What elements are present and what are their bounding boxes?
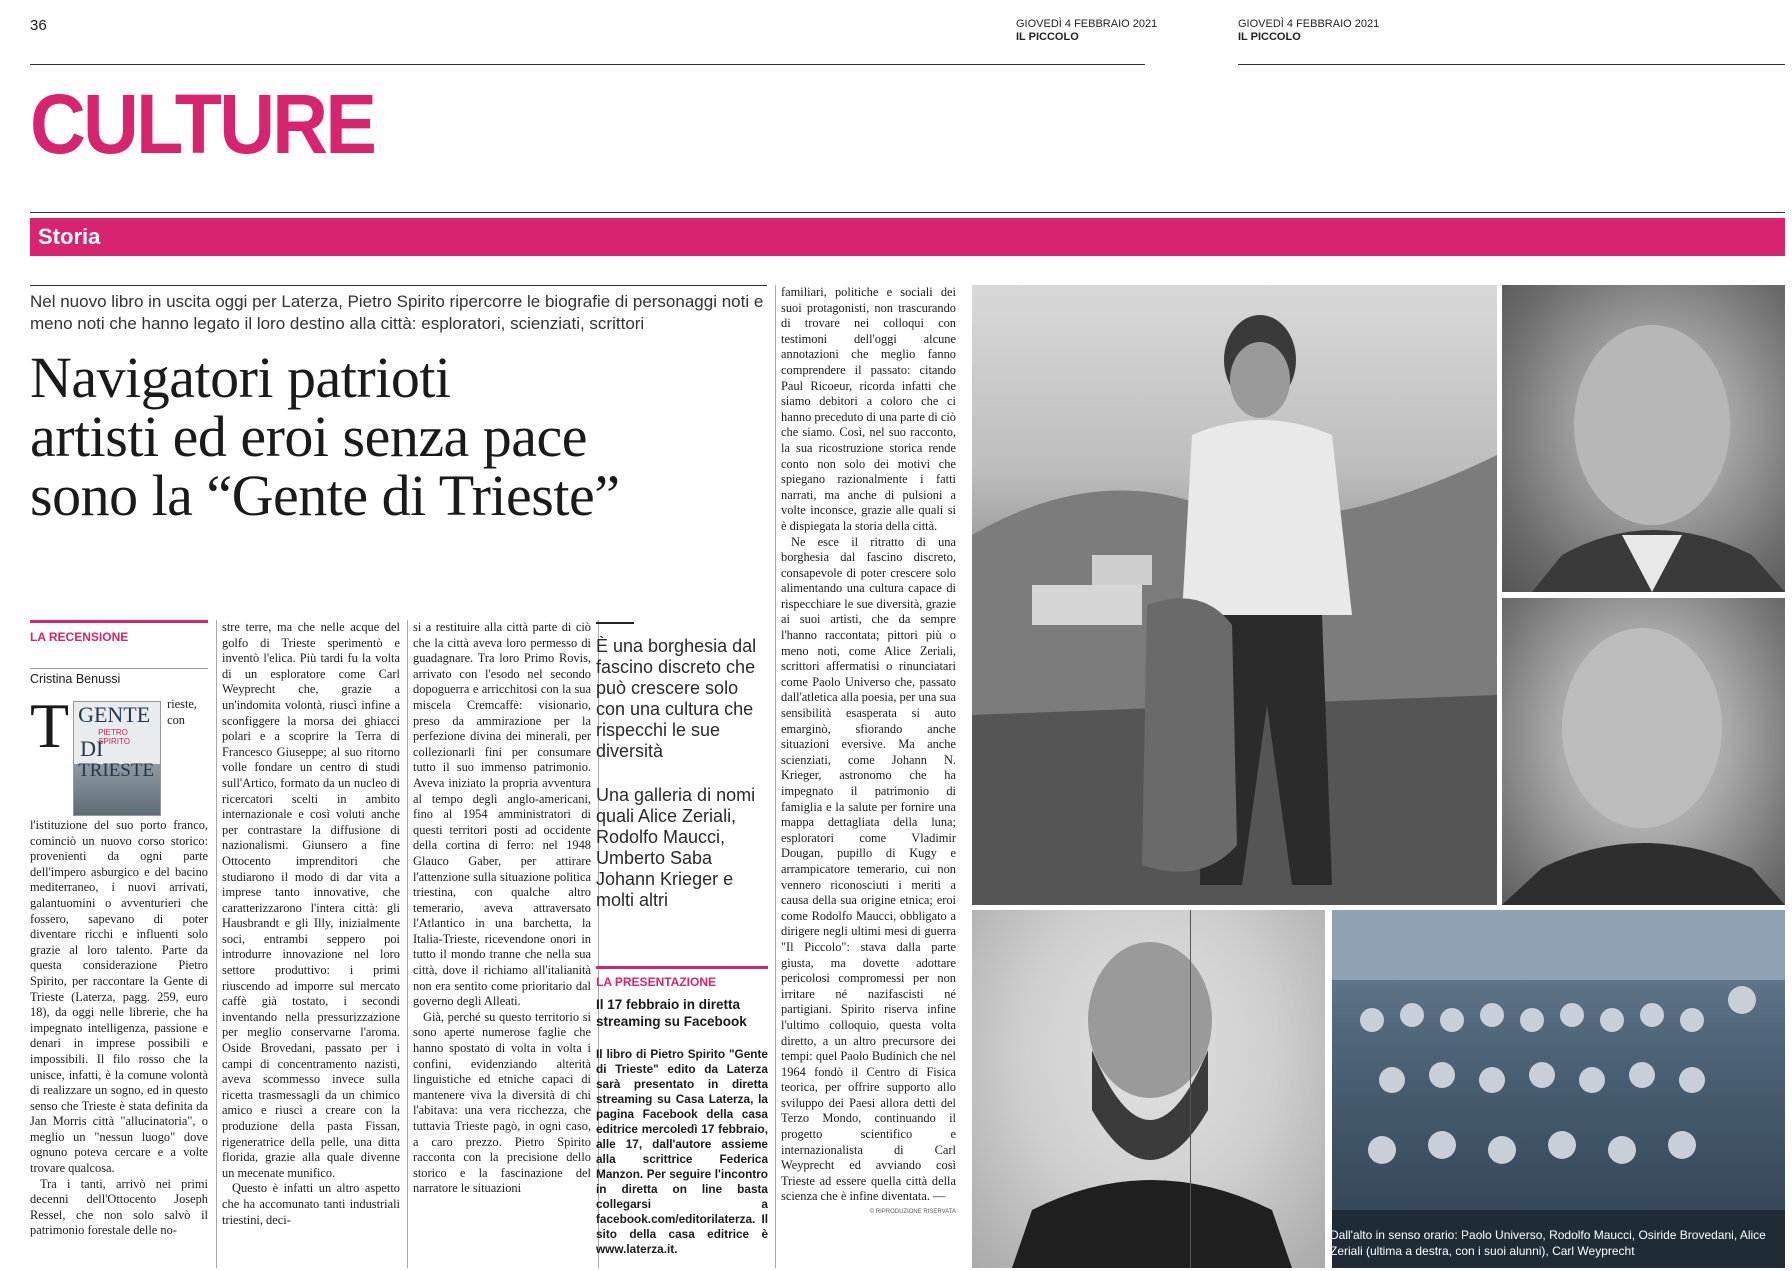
header-rule-left [30, 64, 1145, 65]
headline-line: Navigatori patrioti [30, 345, 451, 410]
section-title: CULTURE [30, 77, 375, 171]
presentation-header [596, 966, 768, 989]
review-text: rieste, con l'istituzione del suo porto franco, cominciò un nuovo corso storico: provenienti da ogni parte dell'impero asburgico e del bacino mediterraneo, i nuovi arrivati, galantuomini o avventurieri che fossero, sapevano di poter diventare ricchi e influenti solo grazie al loro talento. Parte da questa considerazione Pietro Spirito, per raccontare la Gente di Trieste (Laterza, pagg. 259, euro 18), da oggi nelle librerie, che ha impegnato intelligenza, passione e denari in imprese possibili e impossibili. Il filo rosso che la unisce, infatti, è la comune volontà di realizzare un sogno, ed in questo senso che Trieste è stata definita da Jan Morris città "allucinatoria", o meglio un "nessun luogo" dove ognuno poteva cercare e a volte trovare qualcosa. [30, 697, 208, 1176]
photo-paolo-universo [972, 285, 1497, 905]
review-column-2 [222, 620, 400, 1228]
masthead-right [1238, 18, 1379, 44]
photo-caption: Dall'alto in senso orario: Paolo Universo, Rodolfo Maucci, Osiride Brovedani, Alice Zeriali (ultima a destra, con i suoi alunni), Carl Weyprecht [1330, 1228, 1766, 1258]
review-text: stre terre, ma che nelle acque del golfo di Trieste sperimentò e inventò l'elica. Più tardi fu la volta di un esploratore come Carl Weyprecht che, grazie a un'indomita volontà, riuscì infine a sconfiggere la morsa dei ghiacci polari e a scoprire la Terra di Francesco Giuseppe; al suo ritorno volle fondare un centro di studi sull'Artico, formato da un nucleo di ricercatori scelti in ambito internazionale e così voluti anche per contrastare la diffusione di nazionalismi. Giunsero a fine Ottocento imprenditori che studiarono il modo di dar vita a imprese tanto innovative, che caratterizzarono l'intera città: gli Hausbrandt e gli Illy, inizialmente soci, entrambi seppero poi introdurre innovazione nel loro settore produttivo: i primi riuscendo ad imporre sul mercato caffè già tostato, i secondi inventando nella pressurizzazione per meglio conservarne l'aroma. Oside Brovedani, passato per i campi di concentramento nazisti, aveva scommesso invece sulla ricetta trasmessagli da un chimico amico e riuscì a creare con la produzione della pasta Fissan, rigeneratrice della pelle, una ditta florida, grazie alla quale divenne un mecenate munifico. [222, 620, 400, 1180]
review-text: Ne esce il ritratto di una borghesia dal fascino discreto, consapevole di poter crescere solo alimentando una cultura capace di rispecchiare le sue diversità, grazie ai suoi artisti, che da sempre l'hanno raccontata; pittori più o meno noti, come Alice Zeriali, scrittori affermatisi o rinunciatari come Paolo Universo che, passato dall'atletica alla poesia, per una sua sensibilità esasperata si auto emarginò, sfiorando anche situazioni eversive. Ma anche scienziati, come Johann N. Krieger, astronomo che ha impegnato il patrimonio di famiglia e la salute per fornire una mappa dettagliata della luna; esploratori come Vladimir Dougan, pupillo di Kugy e arrampicatore temerario, cui non vennero riconosciuti i meriti a causa della sua origine etnica; eroi come Rodolfo Maucci, obbligato a dirigere negli ultimi mesi di guerra "Il Piccolo": stava dalla parte giusta, ma dovette adottare pericolosi compromessi per non irritare né nazifascisti né partigiani. Spirito riserva infine l'ultimo colloquio, questa volta diretto, a un altro precursore dei tempi: quel Paolo Budinich che nel 1964 fondò il Centro di Fisica teorica, per offrire supporto allo sviluppo dei Paesi allora detti del Terzo Mondo, continuando il progetto scientifico e internazionalista di Carl Weyprecht ed avviando così Trieste ad essere quella città della scienza che è infine diventata. — [781, 534, 956, 1204]
review-text: si a restituire alla città parte di ciò che la città aveva loro permesso di guadagnare. Tra loro Primo Rovis, arrivato con l'esodo nel secondo dopoguerra e arricchitosi con la sua miscela Cremcaffè: visionario, preso da ammirazione per la perfezione divina dei minerali, per collezionarli fini per consumare tutto il suo immenso patrimonio. Aveva iniziato la propria avventura al tempo degli anglo-americani, fino al 1954 amministratori di questi territori posti ad occidente della cortina di ferro: nel 1948 Glauco Gaber, per attirare l'attenzione sulla situazione politica triestina, con qualche altro temerario, aveva attraversato l'Atlantico in una barchetta, la Italia-Trieste, ricevendone onori in tutto il mondo tranne che nella sua città, dove il richiamo all'italianità non era sentito come prioritario dal governo degli Alleati. [413, 620, 591, 1009]
photo-rodolfo-maucci [1502, 285, 1785, 592]
book-title: GENTE [78, 702, 151, 727]
review-tag: LA RECENSIONE [30, 630, 129, 644]
book-author: PIETRO SPIRITO [98, 728, 130, 746]
presentation-tag: LA PRESENTAZIONE [596, 975, 717, 989]
kicker-rule [30, 285, 767, 286]
pull-quote-1: È una borghesia dal fascino discreto che può crescere solo con una cultura che rispecchi le sue diversità [596, 636, 757, 761]
column-divider [407, 620, 408, 1268]
review-text: Questo è infatti un altro aspetto che ha accomunato tanti industriali triestini, deci- [222, 1181, 400, 1227]
masthead-paper: IL PICCOLO [1016, 31, 1079, 43]
rights-notice: © RIPRODUZIONE RISERVATA [869, 1209, 956, 1216]
photo-osiride-brovedani [1502, 598, 1785, 905]
photo-gutter-line [1190, 910, 1191, 1268]
headline [30, 345, 790, 528]
masthead-date: GIOVEDÌ 4 FEBBRAIO 2021 [1238, 18, 1380, 30]
book-title: DI [80, 736, 104, 761]
review-column-5 [781, 285, 956, 1215]
book-title: TRIESTE [78, 760, 155, 781]
review-column-3 [413, 620, 591, 1197]
section-rule [30, 212, 1785, 213]
review-column-1 [30, 690, 208, 1239]
masthead-left [1016, 18, 1157, 44]
review-text: Tra i tanti, arrivò nei primi decenni dell'Ottocento Joseph Ressel, che non solo salvò il patrimonio forestale delle no- [30, 1176, 208, 1238]
subsection-bar: Storia [30, 218, 1785, 256]
column-divider [775, 285, 776, 1268]
photo-alice-zeriali-class [1332, 910, 1785, 1268]
header-rule-right [1238, 64, 1785, 65]
page-number: 36 [30, 17, 47, 34]
photo-carl-weyprecht [972, 910, 1325, 1268]
byline: Cristina Benussi [30, 668, 208, 686]
kicker: Nel nuovo libro in uscita oggi per Laterza, Pietro Spirito ripercorre le biografie di personaggi noti e meno noti che hanno legato il loro destino alla città: esploratori, scienziati, scrittori [30, 292, 764, 333]
masthead-date: GIOVEDÌ 4 FEBBRAIO 2021 [1016, 18, 1158, 30]
presentation-title: Il 17 febbraio in diretta streaming su Facebook [596, 997, 747, 1029]
presentation-body: Il libro di Pietro Spirito "Gente di Trieste" edito da Laterza sarà presentato in diretta streaming su Casa Laterza, la pagina Facebook della casa editrice mercoledì 17 febbraio, alle 17, dall'autore assieme alla scrittrice Federica Manzon. Per seguire l'incontro in diretta on line basta collegarsi a facebook.com/editorilaterza. Il sito della casa editrice è www.laterza.it. [596, 1047, 768, 1256]
column-divider [216, 620, 217, 1268]
masthead-paper: IL PICCOLO [1238, 31, 1301, 43]
pull-quote-2: Una galleria di nomi quali Alice Zeriali, Rodolfo Maucci, Umberto Saba Johann Krieger e molti altri [596, 785, 756, 910]
review-header [30, 620, 208, 644]
review-text: Già, perché su questo territorio si sono aperte numerose faglie che hanno spostato di volta in volta i confini, evidenziando alterità linguistiche ed etniche capaci di mantenere viva la diversità di chi l'abitava: una vera ricchezza, che tuttavia Trieste pagò, in ogni caso, a caro prezzo. Pietro Spirito racconta con la precisione dello storico e la fascinazione del narratore le situazioni [413, 1009, 591, 1196]
dropcap: T [30, 690, 70, 761]
headline-line: artisti ed eroi senza pace [30, 404, 588, 469]
quote-mark-rule [596, 622, 634, 624]
headline-line: sono la “Gente di Trieste” [30, 463, 620, 528]
book-cover-image [73, 701, 161, 816]
review-text: familiari, politiche e sociali dei suoi protagonisti, non trascurando di trovare nei colloqui con testimoni dell'oggi alcune annotazioni che meglio fanno comprendere il passato: citando Paul Ricoeur, ricorda infatti che siamo debitori a coloro che ci hanno preceduto di una parte di ciò che siamo. Così, nel suo racconto, la sua ricostruzione storica rende conto non solo dei motivi che spiegano razionalmente i fatti narrati, ma anche di pulsioni a volte inconsce, grazie alle quali si è dispiegata la storia della città. [781, 285, 956, 533]
